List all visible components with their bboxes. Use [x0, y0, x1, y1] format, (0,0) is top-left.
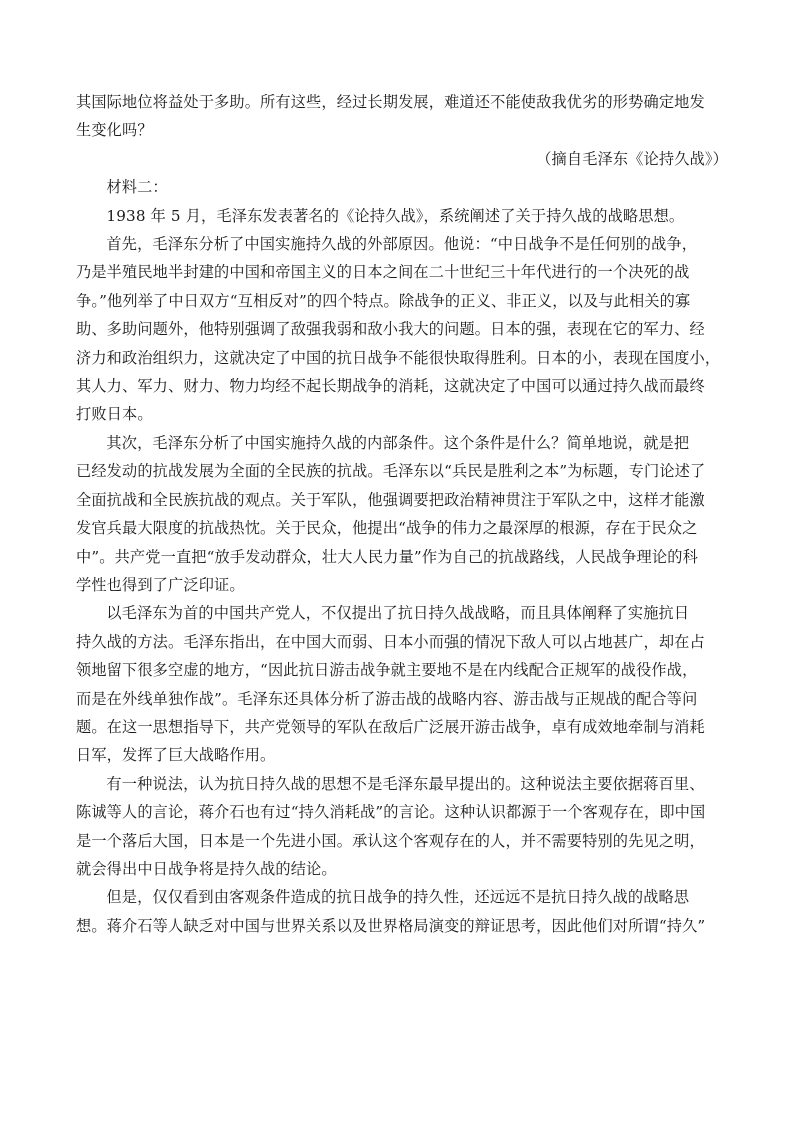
source-citation: （摘自毛泽东《论持久战》） — [536, 149, 728, 168]
material-label: 材料二： — [106, 178, 168, 197]
paragraph-3: 其次，毛泽东分析了中国实施持久战的内部条件。这个条件是什么？简单地说，就是把 已经发动的抗战发展为全面的全民族的抗战。毛泽东以“兵民是胜利之本”为标题，专门论述了 全面抗战和全民族抗战的观点。关于军队，他强调要把政治精神贯注于军队之中，这样才能激 发官兵最大限度的抗战热忱。关于民众，他提出“战争的伟力之最深厚的根源，存在于民众之 中”。共产党一直把“放手发动群众，壮大人民力量”作为自己的抗战路线，人民战争理论的科 学性也得到了广泛印证。 — [76, 433, 706, 594]
document-body — [76, 88, 728, 940]
paragraph-continued: 其国际地位将益处于多助。所有这些，经过长期发展，难道还不能使敌我优劣的形势确定地发 生变化吗？ — [76, 93, 705, 140]
paragraph-2: 首先，毛泽东分析了中国实施持久战的外部原因。他说：“中日战争不是任何别的战争， 乃是半殖民地半封建的中国和帝国主义的日本之间在二十世纪三十年代进行的一个决死的战 争。”他列举了中日双方“互相反对”的四个特点。除战争的正义、非正义，以及与此相关的寡 助、多助问题外，他特别强调了敌强我弱和敌小我大的问题。日本的强，表现在它的军力、经 济力和政治组织力，这就决定了中国的抗日战争不能很快取得胜利。日本的小，表现在国度小， 其人力、军力、财力、物力均经不起长期战争的消耗，这就决定了中国可以通过持久战而最终 打败日本。 — [76, 235, 721, 424]
paragraph-5: 有一种说法，认为抗日持久战的思想不是毛泽东最早提出的。这种说法主要依据蒋百里、 陈诚等人的言论，蒋介石也有过“持久消耗战”的言论。这种认识都源于一个客观存在，即中国 是一个落后大国，日本是一个先进小国。承认这个客观存在的人，并不需要特别的先见之明， 就会得出中日战争将是持久战的结论。 — [76, 774, 706, 878]
paragraph-1: 1938 年 5 月，毛泽东发表著名的《论持久战》，系统阐述了关于持久战的战略思想。 — [106, 206, 685, 225]
paragraph-6: 但是，仅仅看到由客观条件造成的抗日战争的持久性，还远远不是抗日持久战的战略思 想。蒋介石等人缺乏对中国与世界关系以及世界格局演变的辩证思考，因此他们对所谓“持久” — [76, 888, 706, 935]
paragraph-4: 以毛泽东为首的中国共产党人，不仅提出了抗日持久战战略，而且具体阐释了实施抗日 持久战的方法。毛泽东指出，在中国大而弱、日本小而强的情况下敌人可以占地甚广，却在占 领地留下很多空虚的地方，“因此抗日游击战争就主要地不是在内线配合正规军的战役作战， 而是在外线单独作战”。毛泽东还具体分析了游击战的战略内容、游击战与正规战的配合等问 题。在这一思想指导下，共产党领导的军队在敌后广泛展开游击战争，卓有成效地牵制与消耗 日军，发挥了巨大战略作用。 — [76, 604, 705, 765]
